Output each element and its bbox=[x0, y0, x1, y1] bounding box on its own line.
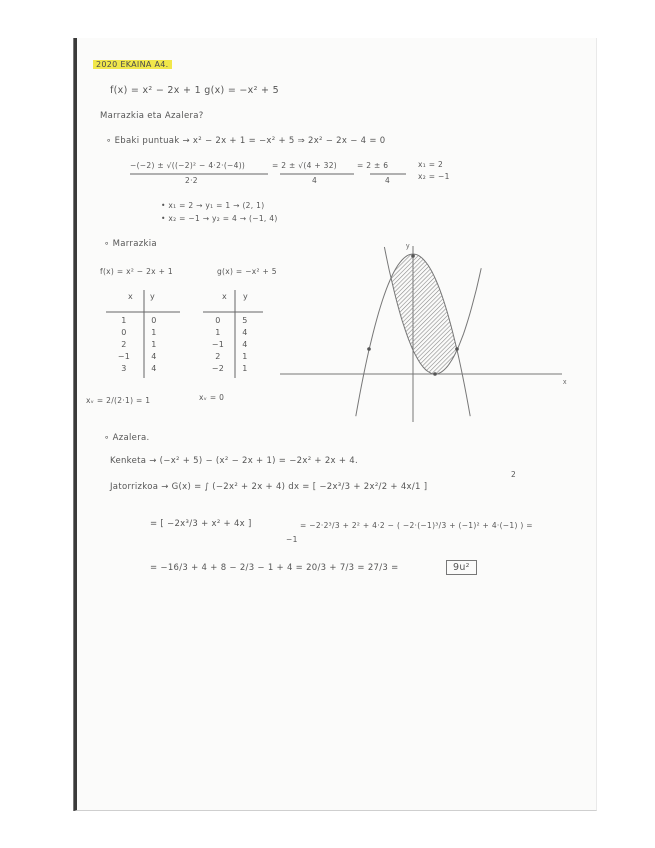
f-label: f(x) = x² − 2x + 1 bbox=[100, 267, 173, 276]
f-table-header-y: y bbox=[150, 292, 156, 301]
cut-point-marker bbox=[411, 254, 415, 258]
cut-point-marker bbox=[367, 347, 371, 351]
evaluation-sum: = −16/3 + 4 + 8 − 2/3 − 1 + 4 = 20/3 + 7/3 = 27/3 = bbox=[150, 563, 399, 573]
table-cell: 4 bbox=[151, 352, 157, 361]
table-cell: 5 bbox=[242, 316, 248, 325]
formula-step-2: = 2 ± 6 bbox=[357, 161, 389, 170]
table-cell: 2 bbox=[121, 340, 127, 349]
primitive-line: Jatorrizkoa → G(x) = ∫ (−2x² + 2x + 4) dx = [ −2x³/3 + 2x²/2 + 4x/1 ] bbox=[110, 482, 428, 492]
g-table-rules bbox=[203, 290, 273, 380]
fraction-bar bbox=[370, 173, 406, 175]
drawing-heading: ∘ Marrazkia bbox=[104, 239, 157, 249]
axis-y-label: y bbox=[406, 243, 410, 250]
table-cell: 1 bbox=[242, 364, 248, 373]
table-cell: 3 bbox=[121, 364, 127, 373]
g-table-header-y: y bbox=[243, 292, 249, 301]
table-cell: 2 bbox=[215, 352, 221, 361]
table-cell: 1 bbox=[151, 340, 157, 349]
g-table-header-x: x bbox=[222, 292, 228, 301]
g-label: g(x) = −x² + 5 bbox=[217, 267, 277, 276]
vertex-g: xᵥ = 0 bbox=[199, 393, 225, 402]
table-cell: 0 bbox=[215, 316, 221, 325]
cut-point-2: • x₂ = −1 → y₂ = 4 → (−1, 4) bbox=[161, 214, 278, 223]
fraction-bar bbox=[280, 173, 354, 175]
fraction-bar bbox=[130, 173, 268, 175]
cut-point-marker bbox=[455, 347, 459, 351]
table-cell: 4 bbox=[151, 364, 157, 373]
table-cell: −1 bbox=[211, 340, 225, 349]
table-cell: 0 bbox=[151, 316, 157, 325]
root-x1: x₁ = 2 bbox=[418, 160, 444, 169]
vertex-f: xᵥ = 2/(2·1) = 1 bbox=[86, 396, 151, 405]
formula-step-1: = 2 ± √(4 + 32) bbox=[272, 161, 337, 170]
table-cell: 0 bbox=[121, 328, 127, 337]
table-cell: 4 bbox=[242, 328, 248, 337]
cut-point-1: • x₁ = 2 → y₁ = 1 → (2, 1) bbox=[161, 201, 265, 210]
table-cell: 4 bbox=[242, 340, 248, 349]
functions-statement: f(x) = x² − 2x + 1 g(x) = −x² + 5 bbox=[110, 85, 279, 96]
quadratic-formula-numerator: −(−2) ± √((−2)² − 4·2·(−4)) bbox=[130, 161, 246, 170]
exam-title: 2020 EKAINA A4. bbox=[93, 60, 172, 69]
f-table-header-x: x bbox=[128, 292, 134, 301]
cut-points-heading: ∘ Ebaki puntuak → x² − 2x + 1 = −x² + 5 ⇒ 2x² − 2x − 4 = 0 bbox=[106, 136, 386, 146]
table-cell: −1 bbox=[117, 352, 131, 361]
table-cell: 1 bbox=[242, 352, 248, 361]
quadratic-formula-denominator: 2·2 bbox=[185, 176, 198, 185]
evaluation-bracket: = [ −2x³/3 + x² + 4x ] bbox=[150, 519, 252, 529]
difference-line: Kenketa → (−x² + 5) − (x² − 2x + 1) = −2x² + 2x + 4. bbox=[110, 456, 358, 466]
formula-step-2-den: 4 bbox=[385, 176, 391, 185]
axis-x-label: x bbox=[563, 379, 567, 386]
table-cell: 1 bbox=[151, 328, 157, 337]
question-heading: Marrazkia eta Azalera? bbox=[100, 111, 204, 121]
shaded-area-region bbox=[391, 254, 457, 374]
formula-step-1-den: 4 bbox=[312, 176, 318, 185]
vertex-marker bbox=[433, 372, 437, 376]
table-cell: 1 bbox=[121, 316, 127, 325]
root-x2: x₂ = −1 bbox=[418, 172, 450, 181]
area-heading: ∘ Azalera. bbox=[104, 433, 150, 443]
f-table-rules bbox=[106, 290, 186, 380]
lower-limit: −1 bbox=[286, 535, 298, 544]
evaluation-substitution: = −2·2³/3 + 2² + 4·2 − ( −2·(−1)³/3 + (−1)² + 4·(−1) ) = bbox=[300, 521, 533, 530]
table-cell: 1 bbox=[215, 328, 221, 337]
function-graph bbox=[272, 236, 572, 426]
table-cell: −2 bbox=[211, 364, 225, 373]
final-result-box: 9u² bbox=[446, 560, 477, 575]
upper-limit: 2 bbox=[511, 470, 517, 479]
